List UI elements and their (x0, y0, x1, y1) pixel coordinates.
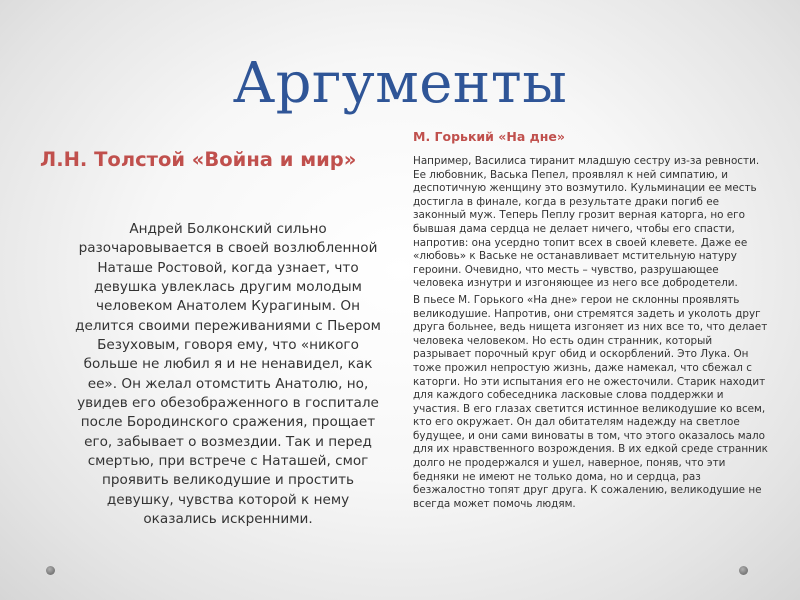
previous-slide-dot-icon[interactable] (46, 566, 55, 575)
left-column-body (72, 220, 384, 530)
left-column-heading: Л.Н. Толстой «Война и мир» (40, 148, 357, 171)
right-column-paragraph-2: В пьесе М. Горького «На дне» герои не склонны проявлять великодушие. Напротив, они стремятся задеть и уколоть друг друга больнее, ведь нищета изгоняет из них все то, что делает человека человеком. Но есть один странник, который разрывает порочный круг обид и оскорблений. Это Лука. Он тоже прожил непростую жизнь, даже намекал, что сбежал с каторги. Но эти испытания его не ожесточили. Старик находит для каждого собеседника ласковые слова поддержки и участия. В его глазах светится истинное великодушие ко всем, кто его окружает. Он дал обитателям надежду на светлое будущее, и они сами виноваты в том, что этого оказалось мало для их нравственного возрождения. В их едкой среде странник долго не продержался и ушел, наверное, поняв, что эти бедняки не имеют не только дома, но и сердца, раз безжалостно топят друг друга. К сожалению, великодушие не всегда может помочь людям. (413, 293, 768, 510)
right-column-body (413, 155, 771, 514)
right-column-paragraph-1: Например, Василиса тиранит младшую сестру из-за ревности. Ее любовник, Васька Пепел, проявлял к ней симпатию, и деспотичную женщину это возмутило. Кульминации ее месть достигла в финале, когда в результате драки погиб ее законный муж. Теперь Пеплу грозит верная каторга, но его бывшая дама сердца не делает ничего, чтобы его спасти, напротив: она усердно топит всех в своей клевете. Даже ее «любовь» к Ваське не останавливает мстительную натуру героини. Очевидно, что месть – чувство, разрушающее человека изнутри и изгоняющее из него все добродетели. (413, 155, 760, 290)
left-column-paragraph: Андрей Болконский сильно разочаровывается в своей возлюбленной Наташе Ростовой, когда узнает, что девушка увлеклась другим молодым человеком Анатолем Курагиным. Он делится своими переживаниями с Пьером Безуховым, говоря ему, что «никого больше не любил я и не ненавидел, как ее». Он желал отомстить Анатолю, но, увидев его обезображенного в госпитале после Бородинского сражения, прощает его, забывает о возмездии. Так и перед смертью, при встрече с Наташей, смог проявить великодушие и простить девушку, чувства которой к нему оказались искренними. (75, 221, 381, 528)
next-slide-dot-icon[interactable] (739, 566, 748, 575)
right-column-heading: М. Горький «На дне» (413, 129, 565, 144)
slide-title: Аргументы (232, 51, 568, 116)
